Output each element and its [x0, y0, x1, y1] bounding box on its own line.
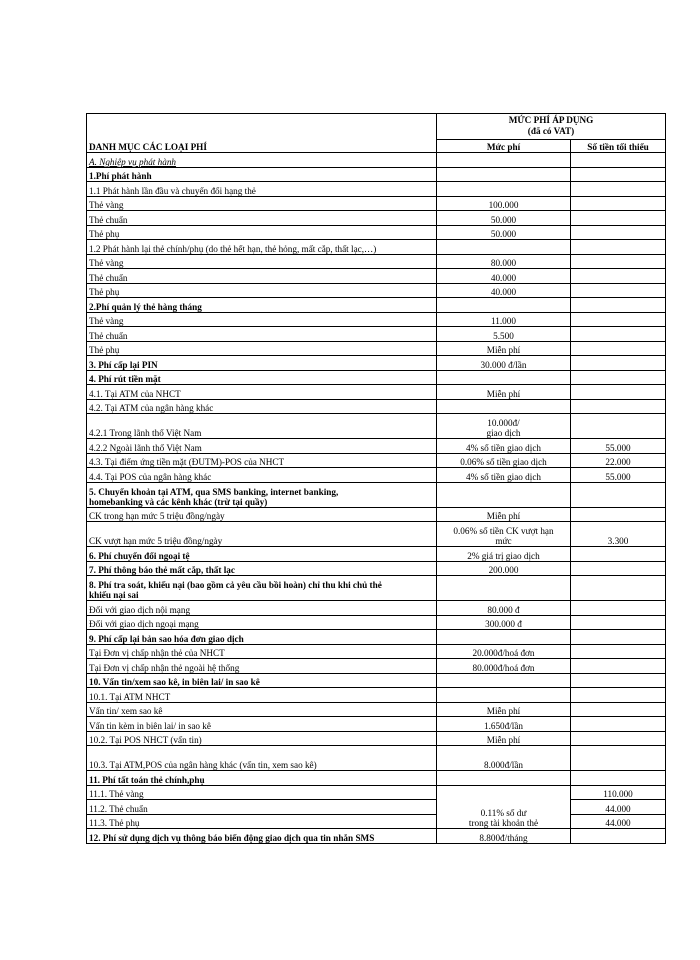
- row-description: [87, 482, 437, 507]
- row-description: 4.4. Tại POS của ngân hàng khác: [87, 468, 437, 483]
- row-minimum: 44.000: [571, 814, 666, 829]
- table-row: [87, 659, 666, 674]
- row-minimum: [571, 341, 666, 356]
- row-fee: 2% giá trị giao dịch: [437, 547, 571, 562]
- row-description: 11.1. Thẻ vàng: [87, 785, 437, 800]
- row-fee: 40.000: [437, 269, 571, 284]
- row-fee: 200.000: [437, 561, 571, 576]
- row-description: Thẻ vàng: [87, 196, 437, 211]
- row-fee: [437, 414, 571, 439]
- row-minimum: [571, 182, 666, 197]
- row-description: Thẻ phụ: [87, 283, 437, 298]
- row-minimum: [571, 576, 666, 601]
- row-description: Thẻ phụ: [87, 225, 437, 240]
- row-minimum: [571, 298, 666, 313]
- table-row: [87, 283, 666, 298]
- row-minimum: [571, 312, 666, 327]
- row-description: Đối với giao dịch nội mạng: [87, 601, 437, 616]
- row-description: CK vượt hạn mức 5 triệu đồng/ngày: [87, 522, 437, 547]
- row-description: Thẻ phụ: [87, 341, 437, 356]
- table-row: [87, 800, 666, 815]
- row-description: Thẻ chuẩn: [87, 269, 437, 284]
- table-row: [87, 269, 666, 284]
- row-description-line2: khiếu nại sai: [89, 590, 139, 600]
- settlement-fee-line1: 0.11% số dư: [480, 808, 527, 818]
- table-row: [87, 414, 666, 439]
- row-fee: Miễn phí: [437, 731, 571, 746]
- table-row: [87, 829, 666, 844]
- row-minimum: [571, 547, 666, 562]
- fee-group-header: [437, 114, 666, 140]
- row-fee: 80.000đ/hoá đơn: [437, 659, 571, 674]
- table-row: [87, 312, 666, 327]
- row-description: 10.2. Tại POS NHCT (vấn tin): [87, 731, 437, 746]
- table-row: [87, 688, 666, 703]
- row-minimum: [571, 269, 666, 284]
- row-minimum: 55.000: [571, 468, 666, 483]
- row-description: A. Nghiệp vụ phát hành: [87, 153, 437, 168]
- row-fee: 1.650đ/lần: [437, 717, 571, 732]
- table-row: [87, 507, 666, 522]
- table-row: [87, 814, 666, 829]
- table-row: [87, 341, 666, 356]
- row-description: Thẻ chuẩn: [87, 211, 437, 226]
- row-fee: [437, 370, 571, 385]
- row-fee: [437, 522, 571, 547]
- table-row: [87, 211, 666, 226]
- row-description: 4.1. Tại ATM của NHCT: [87, 385, 437, 400]
- row-fee: 0.06% số tiền giao dịch: [437, 453, 571, 468]
- row-minimum: 22.000: [571, 453, 666, 468]
- row-minimum: [571, 482, 666, 507]
- row-minimum: [571, 225, 666, 240]
- row-minimum: [571, 211, 666, 226]
- row-description: 6. Phí chuyển đổi ngoại tệ: [87, 547, 437, 562]
- table-row: [87, 439, 666, 454]
- table-row: [87, 468, 666, 483]
- fee-group-title: MỨC PHÍ ÁP DỤNG: [508, 115, 594, 126]
- row-minimum: [571, 601, 666, 616]
- table-row: [87, 482, 666, 507]
- table-row: [87, 522, 666, 547]
- table-row: [87, 453, 666, 468]
- row-description: 1.2 Phát hành lại thẻ chính/phụ (do thẻ hết hạn, thẻ hỏng, mất cắp, thất lạc,…): [87, 240, 437, 255]
- row-fee: Miễn phí: [437, 507, 571, 522]
- minimum-column-header: Số tiền tối thiểu: [571, 139, 666, 152]
- row-description: 10.3. Tại ATM,POS của ngân hàng khác (vấn tin, xem sao kê): [87, 746, 437, 771]
- row-minimum: [571, 153, 666, 168]
- row-minimum: [571, 196, 666, 211]
- row-minimum: 110.000: [571, 785, 666, 800]
- table-row: [87, 254, 666, 269]
- settlement-fee: [437, 785, 571, 829]
- row-minimum: 55.000: [571, 439, 666, 454]
- row-minimum: [571, 673, 666, 688]
- row-description: 4.2.2 Ngoài lãnh thổ Việt Nam: [87, 439, 437, 454]
- row-fee: [437, 771, 571, 786]
- row-fee: [437, 153, 571, 168]
- row-description: Tại Đơn vị chấp nhận thẻ ngoài hệ thống: [87, 659, 437, 674]
- row-fee: 80.000 đ: [437, 601, 571, 616]
- row-minimum: [571, 356, 666, 371]
- row-description: 11.3. Thẻ phụ: [87, 814, 437, 829]
- row-minimum: [571, 254, 666, 269]
- row-description-line1: 5. Chuyển khoản tại ATM, qua SMS banking, internet banking,: [89, 486, 339, 497]
- row-fee: 20.000đ/hoá đơn: [437, 644, 571, 659]
- row-fee: [437, 399, 571, 414]
- row-fee: 8.800đ/tháng: [437, 829, 571, 844]
- row-description-line2: homebanking và các kênh khác (trừ tại quầy): [89, 496, 268, 507]
- row-description: 4.2.1 Trong lãnh thổ Việt Nam: [87, 414, 437, 439]
- row-fee: [437, 167, 571, 182]
- table-row: [87, 399, 666, 414]
- row-minimum: [571, 385, 666, 400]
- row-fee: Miễn phí: [437, 385, 571, 400]
- row-fee: [437, 630, 571, 645]
- row-minimum: [571, 829, 666, 844]
- row-minimum: [571, 167, 666, 182]
- row-fee: [437, 240, 571, 255]
- row-description: 10.1. Tại ATM NHCT: [87, 688, 437, 703]
- table-row: [87, 225, 666, 240]
- row-fee-line2: mức: [495, 536, 512, 546]
- row-fee: [437, 298, 571, 313]
- table-row: [87, 746, 666, 771]
- row-fee: 100.000: [437, 196, 571, 211]
- row-minimum: [571, 240, 666, 255]
- row-minimum: [571, 615, 666, 630]
- row-minimum: [571, 327, 666, 342]
- table-row: [87, 547, 666, 562]
- row-minimum: [571, 771, 666, 786]
- row-minimum: [571, 717, 666, 732]
- row-minimum: [571, 414, 666, 439]
- row-minimum: [571, 507, 666, 522]
- row-fee: [437, 673, 571, 688]
- fee-table: [86, 113, 666, 844]
- table-row: [87, 167, 666, 182]
- table-row: [87, 327, 666, 342]
- fee-rows-tail: [87, 785, 666, 843]
- row-minimum: [571, 630, 666, 645]
- row-description: Vấn tin/ xem sao kê: [87, 702, 437, 717]
- table-row: [87, 601, 666, 616]
- row-fee-line1: 0.06% số tiền CK vượt hạn: [453, 526, 554, 536]
- table-row: [87, 576, 666, 601]
- settlement-fee-line2: trong tài khoản thẻ: [468, 818, 539, 828]
- row-fee: 11.000: [437, 312, 571, 327]
- row-description: 11. Phí tất toán thẻ chính,phụ: [87, 771, 437, 786]
- table-row: [87, 673, 666, 688]
- table-row: [87, 717, 666, 732]
- table-row: [87, 240, 666, 255]
- row-fee: 4% số tiền giao dịch: [437, 439, 571, 454]
- row-description: Thẻ chuẩn: [87, 327, 437, 342]
- table-row: [87, 771, 666, 786]
- row-minimum: [571, 644, 666, 659]
- row-fee: [437, 182, 571, 197]
- row-fee: Miễn phí: [437, 341, 571, 356]
- fee-rows: [87, 153, 666, 786]
- row-description: 3. Phí cấp lại PIN: [87, 356, 437, 371]
- row-minimum: [571, 688, 666, 703]
- row-description: Thẻ vàng: [87, 312, 437, 327]
- table-row: [87, 702, 666, 717]
- row-minimum: [571, 659, 666, 674]
- table-row: [87, 182, 666, 197]
- row-fee: 50.000: [437, 225, 571, 240]
- row-fee: Miễn phí: [437, 702, 571, 717]
- row-minimum: 44.000: [571, 800, 666, 815]
- row-fee: 40.000: [437, 283, 571, 298]
- fee-group-vat-note: (đã có VAT): [527, 126, 575, 137]
- row-fee: 50.000: [437, 211, 571, 226]
- row-minimum: [571, 731, 666, 746]
- table-header-row: [87, 114, 666, 140]
- row-description: 12. Phí sử dụng dịch vụ thông báo biến động giao dịch qua tin nhắn SMS: [87, 829, 437, 844]
- row-description-line1: 8. Phí tra soát, khiếu nại (bao gồm cả yêu cầu bồi hoàn) chỉ thu khi chủ thẻ: [89, 580, 382, 590]
- table-row: [87, 615, 666, 630]
- table-row: [87, 561, 666, 576]
- row-description: Thẻ vàng: [87, 254, 437, 269]
- row-description: 2.Phí quản lý thẻ hàng tháng: [87, 298, 437, 313]
- table-row: [87, 630, 666, 645]
- row-minimum: [571, 283, 666, 298]
- row-description: Vấn tin kèm in biên lai/ in sao kê: [87, 717, 437, 732]
- row-description: Đối với giao dịch ngoại mạng: [87, 615, 437, 630]
- row-description: 11.2. Thẻ chuẩn: [87, 800, 437, 815]
- row-description: 4.2. Tại ATM của ngân hàng khác: [87, 399, 437, 414]
- row-minimum: [571, 561, 666, 576]
- table-row: [87, 196, 666, 211]
- row-description: 10. Vấn tin/xem sao kê, in biên lai/ in sao kê: [87, 673, 437, 688]
- row-minimum: [571, 702, 666, 717]
- row-fee-line1: 10.000đ/: [487, 418, 520, 428]
- row-fee: 80.000: [437, 254, 571, 269]
- table-row: [87, 298, 666, 313]
- row-minimum: [571, 370, 666, 385]
- table-row: [87, 644, 666, 659]
- table-row: [87, 385, 666, 400]
- table-row: [87, 731, 666, 746]
- row-minimum: [571, 399, 666, 414]
- row-description: 4.3. Tại điểm ứng tiền mặt (ĐUTM)-POS của NHCT: [87, 453, 437, 468]
- row-fee: [437, 688, 571, 703]
- table-row: [87, 153, 666, 168]
- row-description: 9. Phí cấp lại bản sao hóa đơn giao dịch: [87, 630, 437, 645]
- row-fee: [437, 482, 571, 507]
- row-description: CK trong hạn mức 5 triệu đồng/ngày: [87, 507, 437, 522]
- row-description: 4. Phí rút tiền mặt: [87, 370, 437, 385]
- row-minimum: 3.300: [571, 522, 666, 547]
- row-fee: [437, 576, 571, 601]
- table-row: [87, 370, 666, 385]
- row-fee: 8.000đ/lần: [437, 746, 571, 771]
- row-fee: 5.500: [437, 327, 571, 342]
- row-fee: 30.000 đ/lần: [437, 356, 571, 371]
- row-description: 7. Phí thông báo thẻ mất cắp, thất lạc: [87, 561, 437, 576]
- table-row: [87, 356, 666, 371]
- row-description: [87, 576, 437, 601]
- row-fee: 300.000 đ: [437, 615, 571, 630]
- row-fee: 4% số tiền giao dịch: [437, 468, 571, 483]
- row-description: Tại Đơn vị chấp nhận thẻ của NHCT: [87, 644, 437, 659]
- fee-column-header: Mức phí: [437, 139, 571, 152]
- row-minimum: [571, 746, 666, 771]
- table-row: [87, 785, 666, 800]
- row-fee-line2: giao dịch: [486, 428, 521, 438]
- category-header: DANH MỤC CÁC LOẠI PHÍ: [87, 114, 437, 153]
- row-description: 1.Phí phát hành: [87, 167, 437, 182]
- row-description: 1.1 Phát hành lần đầu và chuyển đổi hạng thẻ: [87, 182, 437, 197]
